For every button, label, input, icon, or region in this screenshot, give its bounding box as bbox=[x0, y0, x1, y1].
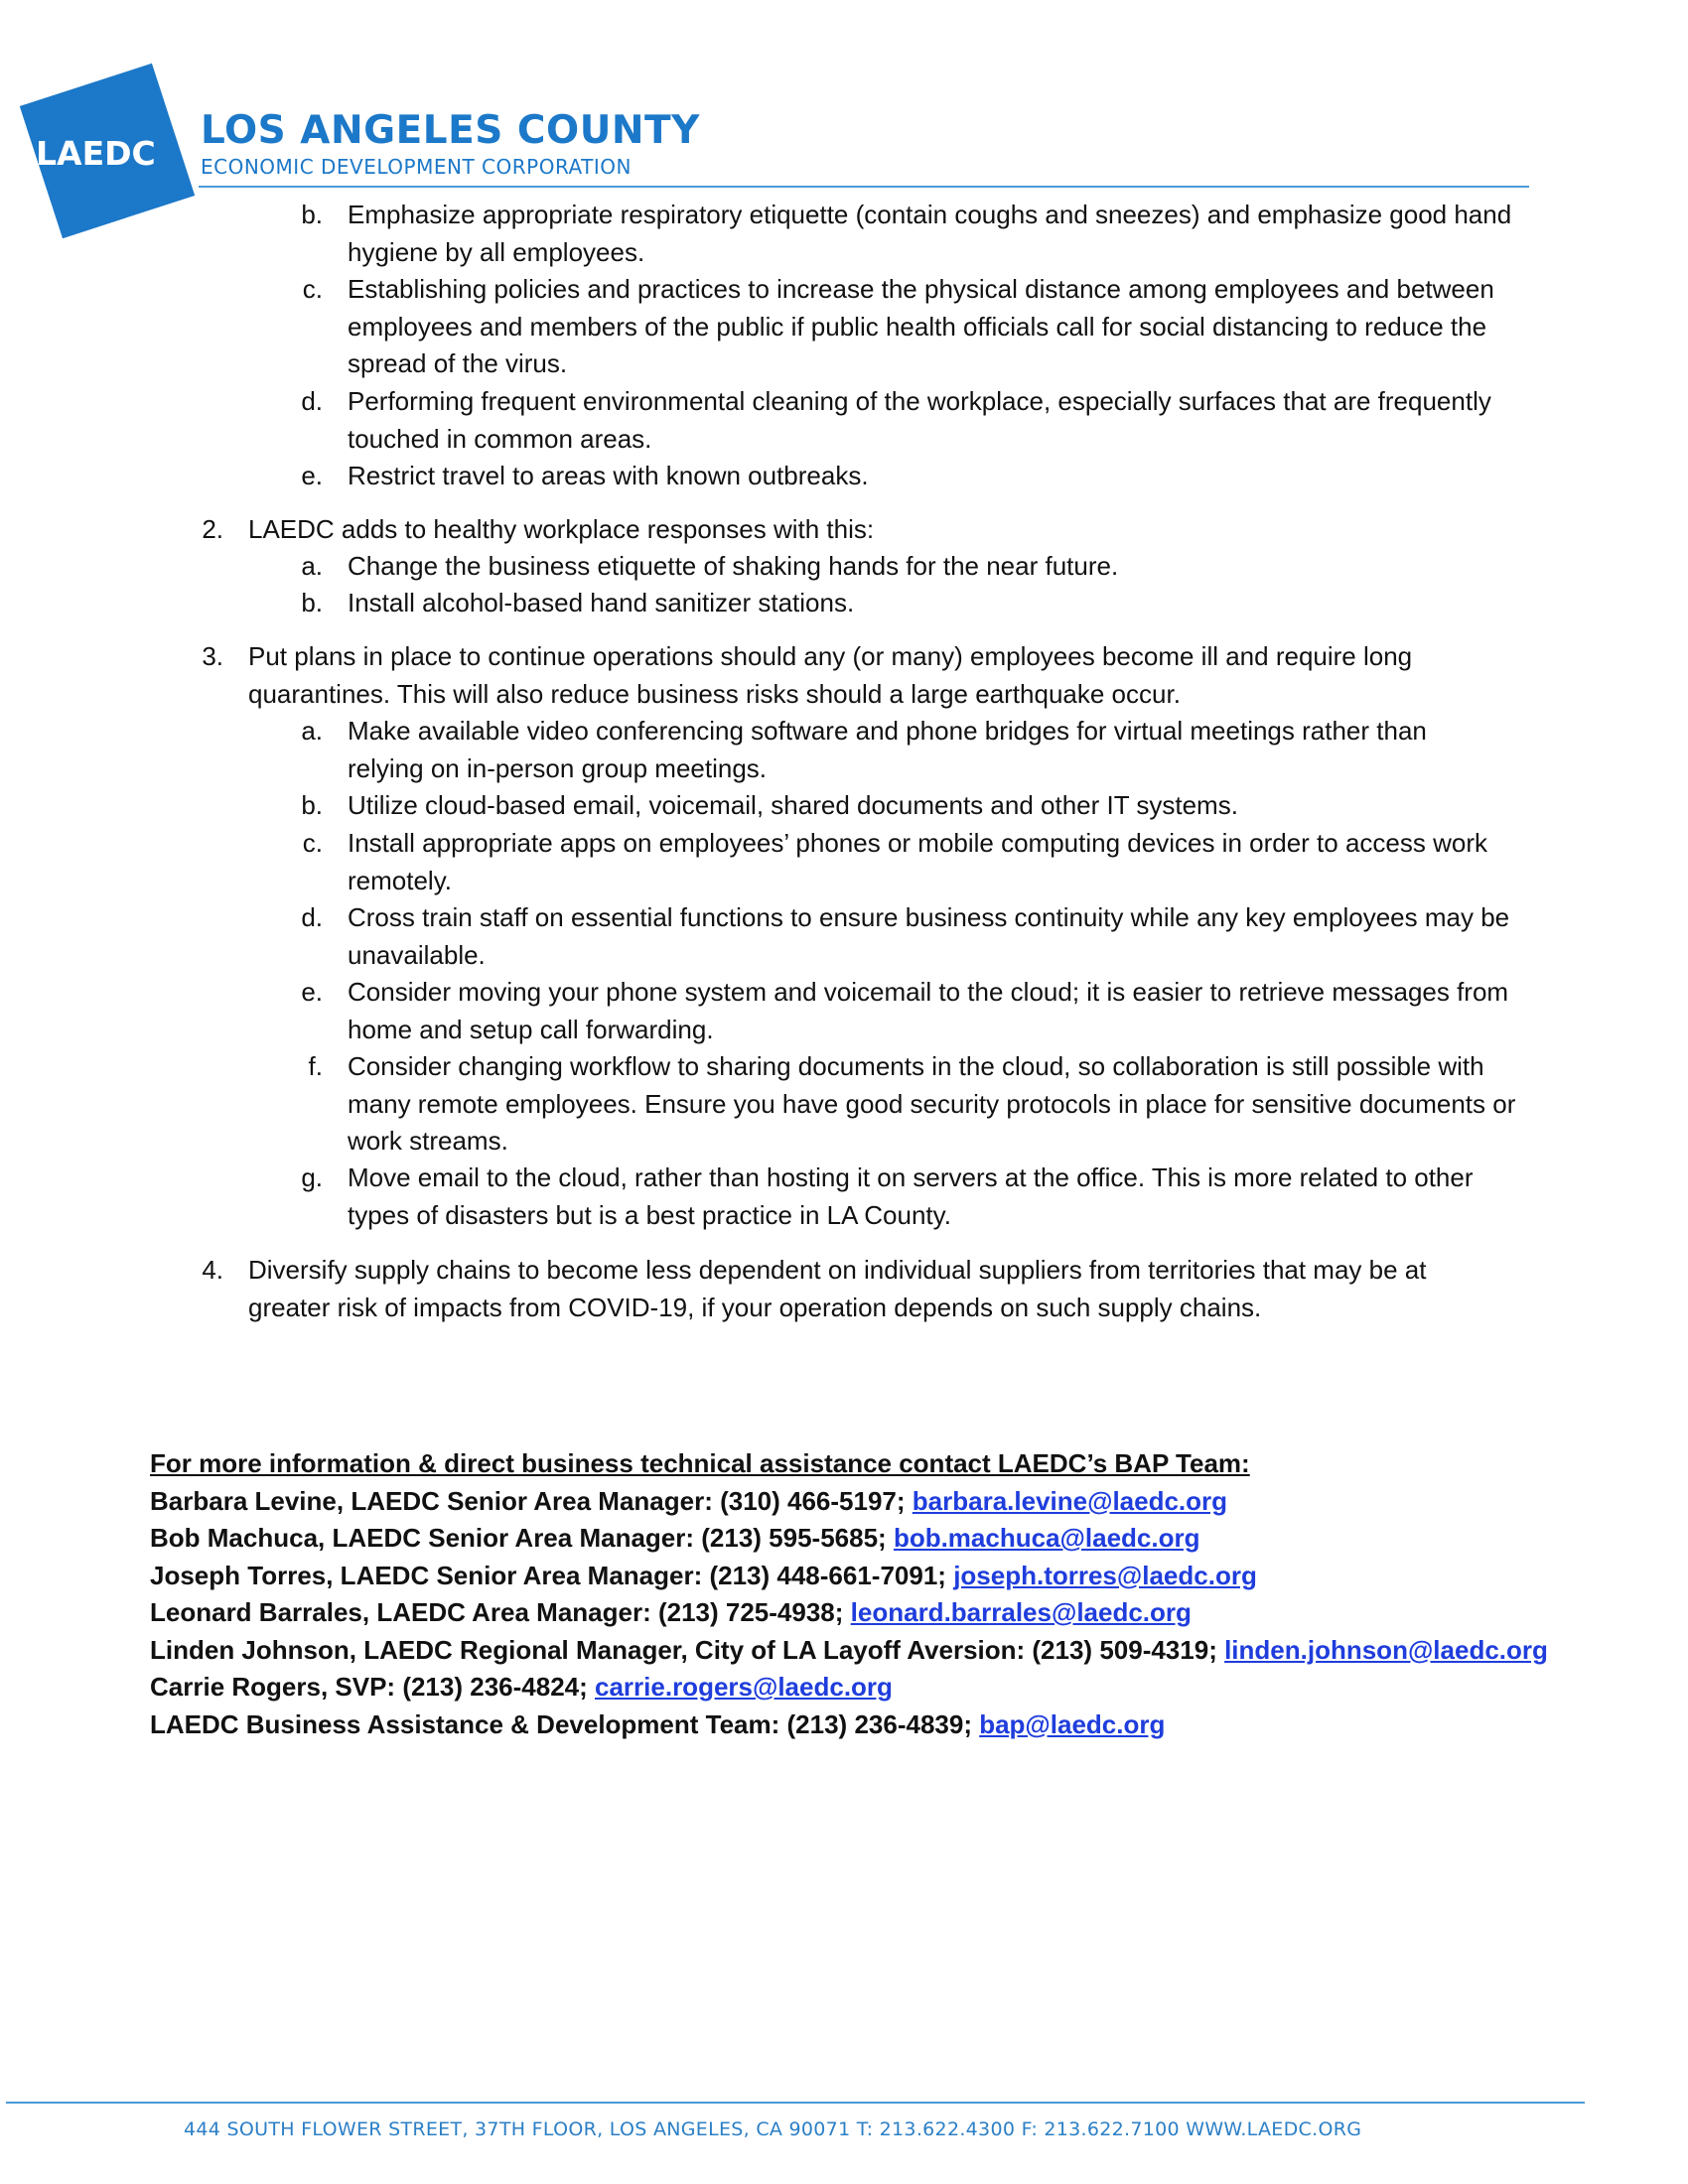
contact-email-link[interactable]: leonard.barrales@laedc.org bbox=[850, 1597, 1192, 1627]
list-marker: b. bbox=[301, 200, 323, 229]
list-text-line: Emphasize appropriate respiratory etiquette (contain coughs and sneezes) and emphasize good hand bbox=[348, 200, 1512, 229]
contact-line bbox=[150, 1558, 1619, 1595]
contact-email-link[interactable]: bap@laedc.org bbox=[979, 1708, 1166, 1739]
contact-info: Bob Machuca, LAEDC Senior Area Manager: (213) 595-5685; bbox=[150, 1523, 894, 1553]
contact-line bbox=[150, 1594, 1619, 1632]
footer-divider bbox=[6, 2102, 1585, 2104]
list-text-line: Diversify supply chains to become less dependent on individual suppliers from territories that may be at bbox=[248, 1255, 1427, 1285]
list-marker: b. bbox=[301, 790, 323, 820]
logo-text: LAEDC bbox=[36, 134, 156, 173]
header-divider bbox=[199, 186, 1529, 188]
list-marker: d. bbox=[301, 902, 323, 932]
list-text-line: quarantines. This will also reduce business risks should a large earthquake occur. bbox=[248, 678, 1181, 709]
list-marker: c. bbox=[302, 828, 323, 858]
contacts-heading: For more information & direct business technical assistance contact LAEDC’s BAP Team: bbox=[150, 1448, 1250, 1478]
laedc-logo bbox=[18, 62, 197, 240]
list-text-line: Consider moving your phone system and voicemail to the cloud; it is easier to retrieve messages from bbox=[348, 977, 1509, 1007]
list-text-line: unavailable. bbox=[348, 939, 486, 970]
list-marker: g. bbox=[301, 1162, 323, 1192]
contact-info: LAEDC Business Assistance & Development Team: (213) 236-4839; bbox=[150, 1708, 980, 1739]
contact-email-link[interactable]: joseph.torres@laedc.org bbox=[953, 1560, 1257, 1590]
contact-line bbox=[150, 1632, 1619, 1670]
contact-line bbox=[150, 1706, 1619, 1744]
list-text-line: touched in common areas. bbox=[348, 423, 652, 454]
contacts-section bbox=[150, 1445, 1619, 1743]
list-text-line: Cross train staff on essential functions to ensure business continuity while any key employees may be bbox=[348, 902, 1510, 932]
contact-email-link[interactable]: carrie.rogers@laedc.org bbox=[595, 1672, 893, 1702]
contact-line bbox=[150, 1520, 1619, 1558]
list-text-line: Install alcohol-based hand sanitizer stations. bbox=[348, 588, 855, 617]
list-marker: e. bbox=[301, 977, 323, 1007]
list-text-line: types of disasters but is a best practice in LA County. bbox=[348, 1199, 951, 1230]
list-text-line: Establishing policies and practices to increase the physical distance among employees and between bbox=[348, 274, 1494, 304]
contact-line bbox=[150, 1483, 1619, 1521]
contact-info: Linden Johnson, LAEDC Regional Manager, City of LA Layoff Aversion: (213) 509-4319; bbox=[150, 1634, 1225, 1665]
footer-address: 444 SOUTH FLOWER STREET, 37TH FLOOR, LOS ANGELES, CA 90071 T: 213.622.4300 F: 213.622.7100 WWW.LAEDC.ORG bbox=[184, 2118, 1362, 2140]
contact-email-link[interactable]: linden.johnson@laedc.org bbox=[1224, 1634, 1548, 1665]
list-text-line: greater risk of impacts from COVID-19, if your operation depends on such supply chains. bbox=[248, 1292, 1262, 1322]
list-text-line: employees and members of the public if public health officials call for social distancing to reduce the bbox=[348, 311, 1487, 341]
org-name: LOS ANGELES COUNTY bbox=[201, 108, 700, 153]
list-text-line: Restrict travel to areas with known outbreaks. bbox=[348, 461, 869, 490]
list-marker: f. bbox=[308, 1051, 323, 1081]
list-marker: 4. bbox=[202, 1255, 223, 1285]
contact-info: Barbara Levine, LAEDC Senior Area Manager: (310) 466-5197; bbox=[150, 1485, 913, 1516]
contact-info: Leonard Barrales, LAEDC Area Manager: (213) 725-4938; bbox=[150, 1597, 851, 1627]
list-text-line: LAEDC adds to healthy workplace responses with this: bbox=[248, 514, 875, 544]
list-marker: d. bbox=[301, 386, 323, 416]
list-text-line: Utilize cloud-based email, voicemail, shared documents and other IT systems. bbox=[348, 790, 1238, 820]
list-text-line: Consider changing workflow to sharing documents in the cloud, so collaboration is still possible with bbox=[348, 1051, 1484, 1081]
contact-email-link[interactable]: barbara.levine@laedc.org bbox=[912, 1485, 1228, 1516]
list-text-line: work streams. bbox=[348, 1126, 508, 1156]
list-marker: c. bbox=[302, 274, 323, 304]
list-text-line: spread of the virus. bbox=[348, 348, 568, 378]
list-text-line: Move email to the cloud, rather than hosting it on servers at the office. This is more related to other bbox=[348, 1162, 1474, 1192]
list-text-line: Install appropriate apps on employees’ phones or mobile computing devices in order to access work bbox=[348, 828, 1487, 858]
contact-email-link[interactable]: bob.machuca@laedc.org bbox=[893, 1523, 1200, 1553]
list-marker: e. bbox=[301, 461, 323, 490]
contact-line bbox=[150, 1669, 1619, 1706]
list-marker: a. bbox=[301, 551, 323, 581]
list-text-line: Change the business etiquette of shaking hands for the near future. bbox=[348, 551, 1119, 581]
list-marker: 3. bbox=[202, 641, 223, 671]
list-text-line: relying on in-person group meetings. bbox=[348, 752, 768, 783]
list-text-line: Put plans in place to continue operations should any (or many) employees become ill and require long bbox=[248, 641, 1413, 671]
list-text-line: many remote employees. Ensure you have good security protocols in place for sensitive documents or bbox=[348, 1088, 1516, 1119]
list-text-line: home and setup call forwarding. bbox=[348, 1014, 714, 1044]
contact-info: Joseph Torres, LAEDC Senior Area Manager: (213) 448-661-7091; bbox=[150, 1560, 954, 1590]
contact-info: Carrie Rogers, SVP: (213) 236-4824; bbox=[150, 1672, 595, 1702]
list-marker: 2. bbox=[202, 514, 223, 544]
org-subtitle: ECONOMIC DEVELOPMENT CORPORATION bbox=[201, 155, 632, 179]
list-text-line: remotely. bbox=[348, 865, 452, 895]
list-text-line: Make available video conferencing software and phone bridges for virtual meetings rather than bbox=[348, 716, 1427, 746]
list-marker: a. bbox=[301, 716, 323, 746]
list-text-line: hygiene by all employees. bbox=[348, 236, 645, 267]
list-marker: b. bbox=[301, 588, 323, 617]
list-text-line: Performing frequent environmental cleaning of the workplace, especially surfaces that are frequently bbox=[348, 386, 1491, 416]
